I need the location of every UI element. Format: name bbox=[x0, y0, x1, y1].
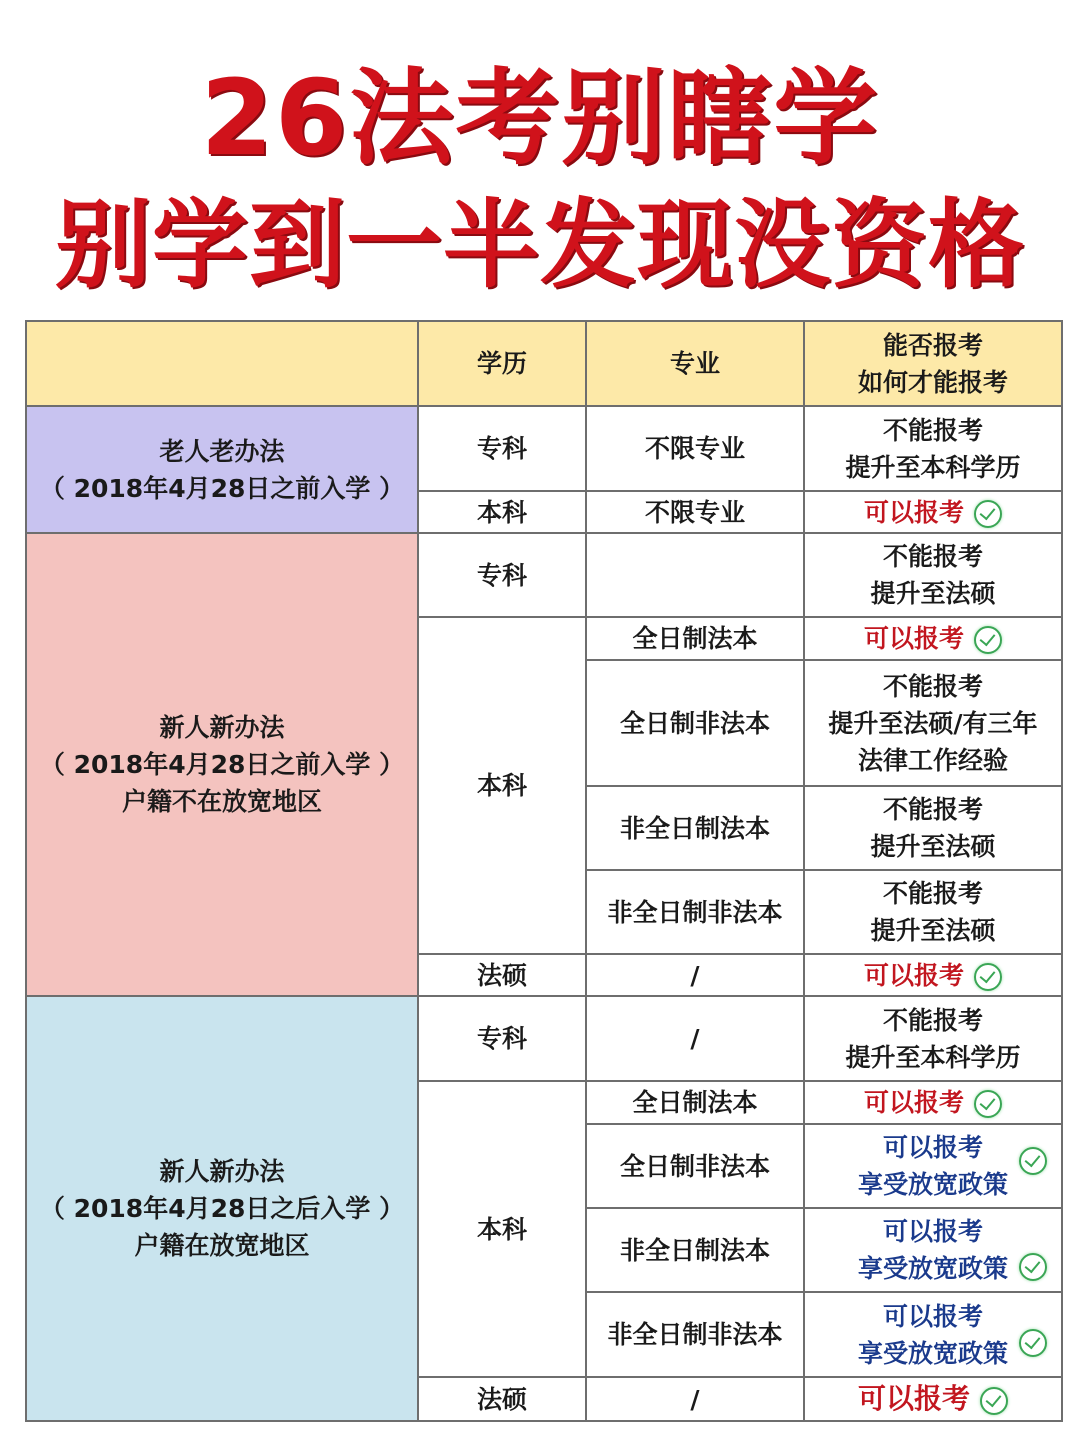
edu-cell: 本科 bbox=[418, 617, 586, 954]
check-circle-icon bbox=[1019, 1147, 1047, 1175]
result-cell: 不能报考 提升至法硕 bbox=[804, 870, 1062, 954]
check-circle-icon bbox=[1019, 1329, 1047, 1357]
major-cell: 非全日制非法本 bbox=[586, 870, 804, 954]
result-cell: 可以报考 bbox=[804, 954, 1062, 996]
result-cell: 不能报考 提升至本科学历 bbox=[804, 996, 1062, 1081]
check-circle-icon bbox=[974, 626, 1002, 654]
header-education: 学历 bbox=[418, 321, 586, 406]
edu-cell: 法硕 bbox=[418, 954, 586, 996]
page-subtitle: 别学到一半发现没资格 bbox=[55, 189, 1025, 301]
group-new-rule-after: 新人新办法 （ 2018年4月28日之后入学 ） 户籍在放宽地区 bbox=[26, 996, 418, 1421]
edu-cell: 法硕 bbox=[418, 1377, 586, 1421]
result-cell: 可以报考 bbox=[804, 491, 1062, 533]
result-cell: 可以报考 bbox=[804, 617, 1062, 660]
major-cell: / bbox=[586, 1377, 804, 1421]
header-major: 专业 bbox=[586, 321, 804, 406]
major-cell: 不限专业 bbox=[586, 491, 804, 533]
result-cell: 不能报考 提升至法硕/有三年 法律工作经验 bbox=[804, 660, 1062, 786]
major-cell: / bbox=[586, 954, 804, 996]
check-circle-icon bbox=[980, 1387, 1008, 1415]
result-cell: 可以报考 享受放宽政策 bbox=[804, 1208, 1062, 1292]
group-old-rule: 老人老办法 （ 2018年4月28日之前入学 ） bbox=[26, 406, 418, 533]
major-cell: 不限专业 bbox=[586, 406, 804, 491]
result-cell: 可以报考 bbox=[804, 1081, 1062, 1124]
header-eligibility: 能否报考 如何才能报考 bbox=[804, 321, 1062, 406]
result-cell: 可以报考 享受放宽政策 bbox=[804, 1124, 1062, 1208]
major-cell bbox=[586, 533, 804, 617]
table-header-row bbox=[26, 321, 1062, 406]
check-circle-icon bbox=[974, 963, 1002, 991]
result-cell: 可以报考 享受放宽政策 bbox=[804, 1292, 1062, 1377]
result-cell: 可以报考 bbox=[804, 1377, 1062, 1421]
major-cell: 全日制非法本 bbox=[586, 660, 804, 786]
major-cell: 全日制非法本 bbox=[586, 1124, 804, 1208]
major-cell: 非全日制法本 bbox=[586, 786, 804, 870]
group-new-rule-before: 新人新办法 （ 2018年4月28日之前入学 ） 户籍不在放宽地区 bbox=[26, 533, 418, 996]
page-title: 26法考别瞎学 bbox=[200, 57, 880, 179]
edu-cell: 本科 bbox=[418, 491, 586, 533]
check-circle-icon bbox=[974, 1090, 1002, 1118]
edu-cell: 本科 bbox=[418, 1081, 586, 1377]
major-cell: / bbox=[586, 996, 804, 1081]
table-row bbox=[26, 406, 1062, 491]
check-circle-icon bbox=[1019, 1253, 1047, 1281]
major-cell: 非全日制非法本 bbox=[586, 1292, 804, 1377]
major-cell: 全日制法本 bbox=[586, 1081, 804, 1124]
header-category bbox=[26, 321, 418, 406]
result-cell: 不能报考 提升至法硕 bbox=[804, 533, 1062, 617]
major-cell: 非全日制法本 bbox=[586, 1208, 804, 1292]
result-cell: 不能报考 提升至法硕 bbox=[804, 786, 1062, 870]
edu-cell: 专科 bbox=[418, 996, 586, 1081]
major-cell: 全日制法本 bbox=[586, 617, 804, 660]
table-row bbox=[26, 533, 1062, 617]
check-circle-icon bbox=[974, 500, 1002, 528]
eligibility-table bbox=[25, 320, 1063, 1422]
edu-cell: 专科 bbox=[418, 533, 586, 617]
table-row bbox=[26, 996, 1062, 1081]
edu-cell: 专科 bbox=[418, 406, 586, 491]
result-cell: 不能报考 提升至本科学历 bbox=[804, 406, 1062, 491]
